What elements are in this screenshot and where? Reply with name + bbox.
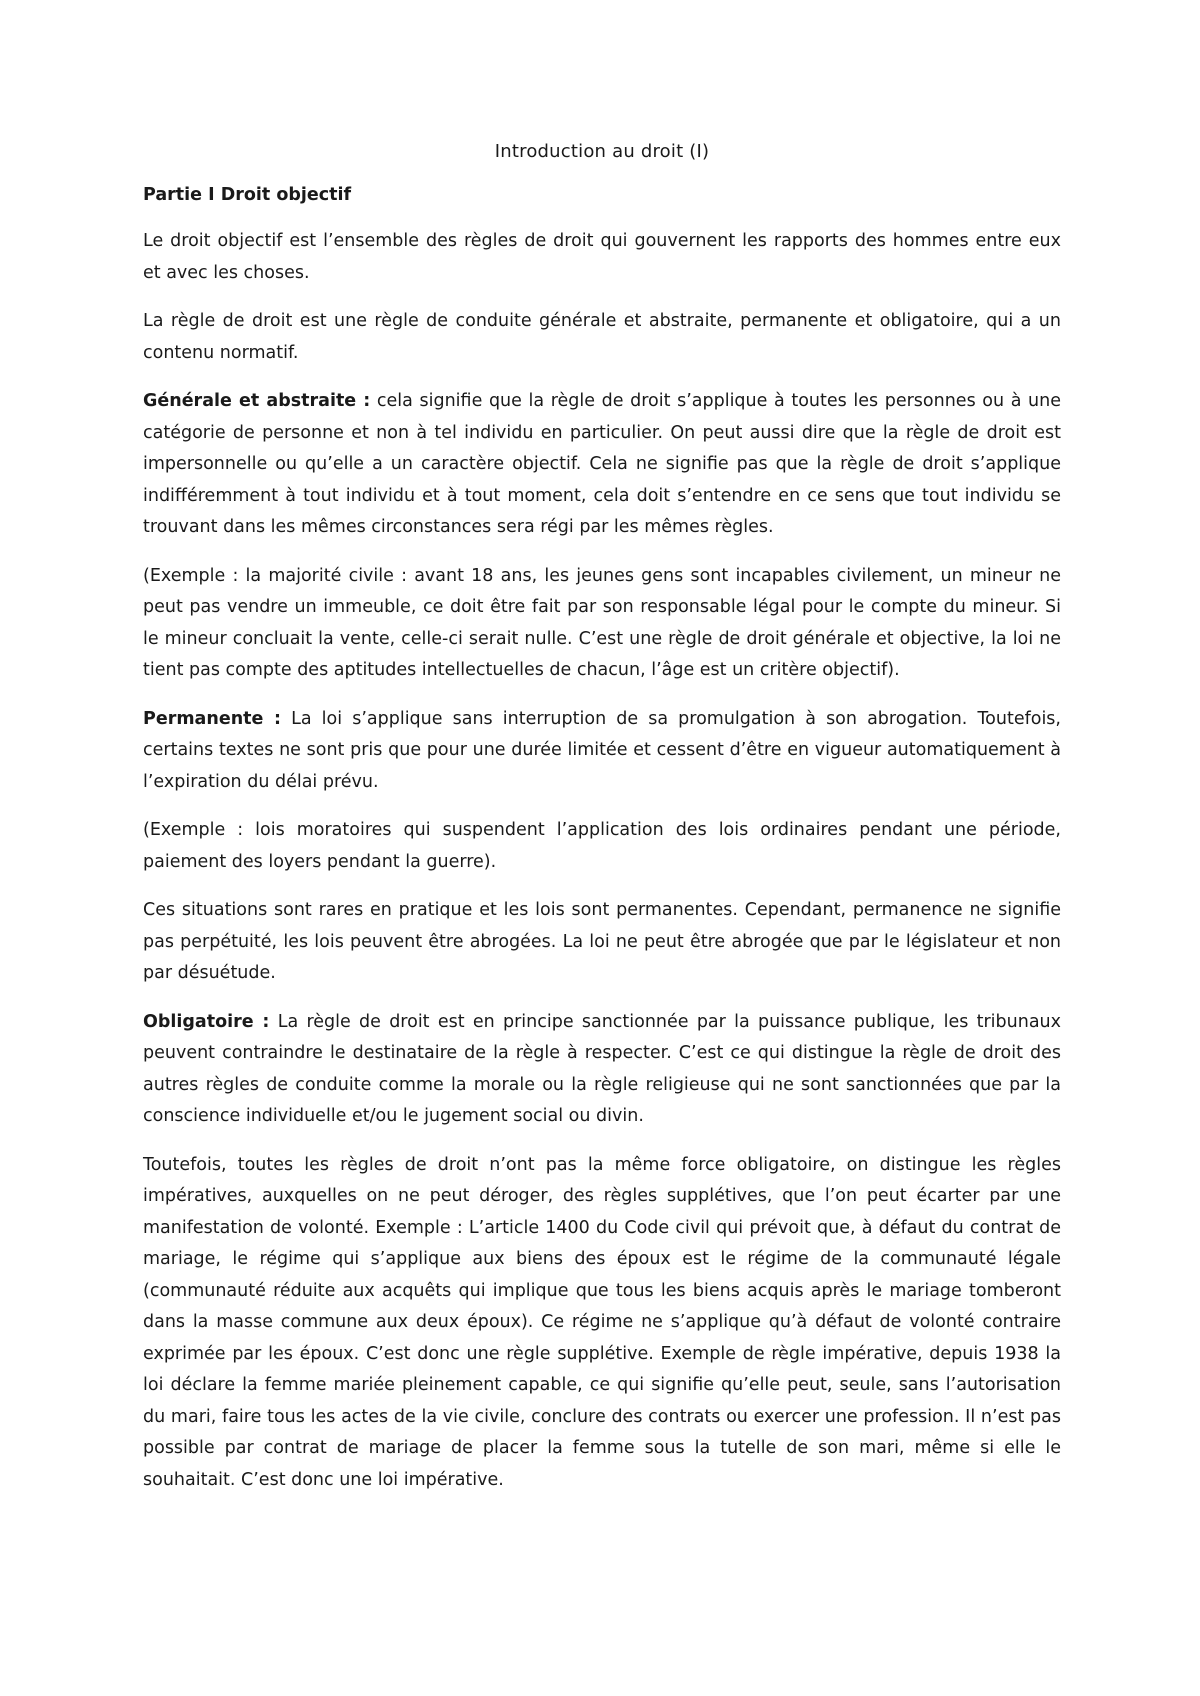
paragraph-definition-droit-objectif xyxy=(143,226,1061,289)
paragraph-exemple-lois-moratoires xyxy=(143,815,1061,878)
paragraph-text: La règle de droit est une règle de conduite générale et abstraite, permanente et obligatoire, qui a un contenu normatif. xyxy=(143,311,1061,363)
section-heading: Partie I Droit objectif xyxy=(143,185,352,205)
paragraph-exemple-majorite xyxy=(143,561,1061,687)
paragraph-text: (Exemple : la majorité civile : avant 18 ans, les jeunes gens sont incapables civilement, un mineur ne peut pas vendre un immeuble, ce doit être fait par son responsable légal pour le compte du mineur. Si le mineur concluait la vente, celle-ci serait nulle. C’est une règle de droit générale et objective, la loi ne tient pas compte des aptitudes intellectuelles de chacun, l’âge est un critère objectif). xyxy=(143,565,1061,680)
paragraph-text: La loi s’applique sans interruption de sa promulgation à son abrogation. Toutefois, certains textes ne sont pris que pour une durée limitée et cessent d’être en vigueur automatiquement à l’expiration du délai prévu. xyxy=(143,708,1061,792)
paragraph-text: (Exemple : lois moratoires qui suspendent l’application des lois ordinaires pendant une période, paiement des loyers pendant la guerre). xyxy=(143,820,1061,872)
paragraph-lead-term: Générale et abstraite : xyxy=(143,391,371,411)
paragraph-obligatoire xyxy=(143,1007,1061,1133)
paragraph-regle-de-droit xyxy=(143,306,1061,369)
paragraph-text: Toutefois, toutes les règles de droit n’ont pas la même force obligatoire, on distingue les règles impératives, auxquelles on ne peut déroger, des règles supplétives, que l’on peut écarter par une manifestation de volonté. Exemple : L’article 1400 du Code civil qui prévoit que, à défaut du contrat de mariage, le régime qui s’applique aux biens des époux est le régime de la communauté légale (communauté réduite aux acquêts qui implique que tous les biens acquis après le mariage tomberont dans la masse commune aux deux époux). Ce régime ne s’applique qu’à défaut de volonté contraire exprimée par les époux. C’est donc une règle supplétive. Exemple de règle impérative, depuis 1938 la loi déclare la femme mariée pleinement capable, ce qui signifie qu’elle peut, seule, sans l’autorisation du mari, faire tous les actes de la vie civile, conclure des contrats ou exercer une profession. Il n’est pas possible par contrat de mariage de placer la femme sous la tutelle de son mari, même si elle le souhaitait. C’est donc une loi impérative. xyxy=(143,1154,1061,1490)
paragraph-lead-term: Permanente : xyxy=(143,708,282,729)
paragraph-permanente xyxy=(143,704,1061,799)
paragraph-situations-rares xyxy=(143,895,1061,990)
paragraph-generale-abstraite xyxy=(143,386,1061,544)
paragraph-lead-term: Obligatoire : xyxy=(143,1011,270,1032)
document-page xyxy=(143,140,1061,1513)
document-title: Introduction au droit (I) xyxy=(494,141,710,162)
paragraph-text: Le droit objectif est l’ensemble des règles de droit qui gouvernent les rapports des hommes entre eux et avec les choses. xyxy=(143,231,1061,283)
paragraph-force-obligatoire xyxy=(143,1150,1061,1497)
paragraph-text: cela signifie que la règle de droit s’applique à toutes les personnes ou à une catégorie de personne et non à tel individu en particulier. On peut aussi dire que la règle de droit est impersonnelle ou qu’elle a un caractère objectif. Cela ne signifie pas que la règle de droit s’applique indifféremment à tout individu et à tout moment, cela doit s’entendre en ce sens que tout individu se trouvant dans les mêmes circonstances sera régi par les mêmes règles. xyxy=(143,391,1061,537)
paragraph-text: Ces situations sont rares en pratique et les lois sont permanentes. Cependant, permanence ne signifie pas perpétuité, les lois peuvent être abrogées. La loi ne peut être abrogée que par le législateur et non par désuétude. xyxy=(143,900,1061,983)
paragraph-text: La règle de droit est en principe sanctionnée par la puissance publique, les tribunaux peuvent contraindre le destinataire de la règle à respecter. C’est ce qui distingue la règle de droit des autres règles de conduite comme la morale ou la règle religieuse qui ne sont sanctionnées que par la conscience individuelle et/ou le jugement social ou divin. xyxy=(143,1011,1061,1126)
